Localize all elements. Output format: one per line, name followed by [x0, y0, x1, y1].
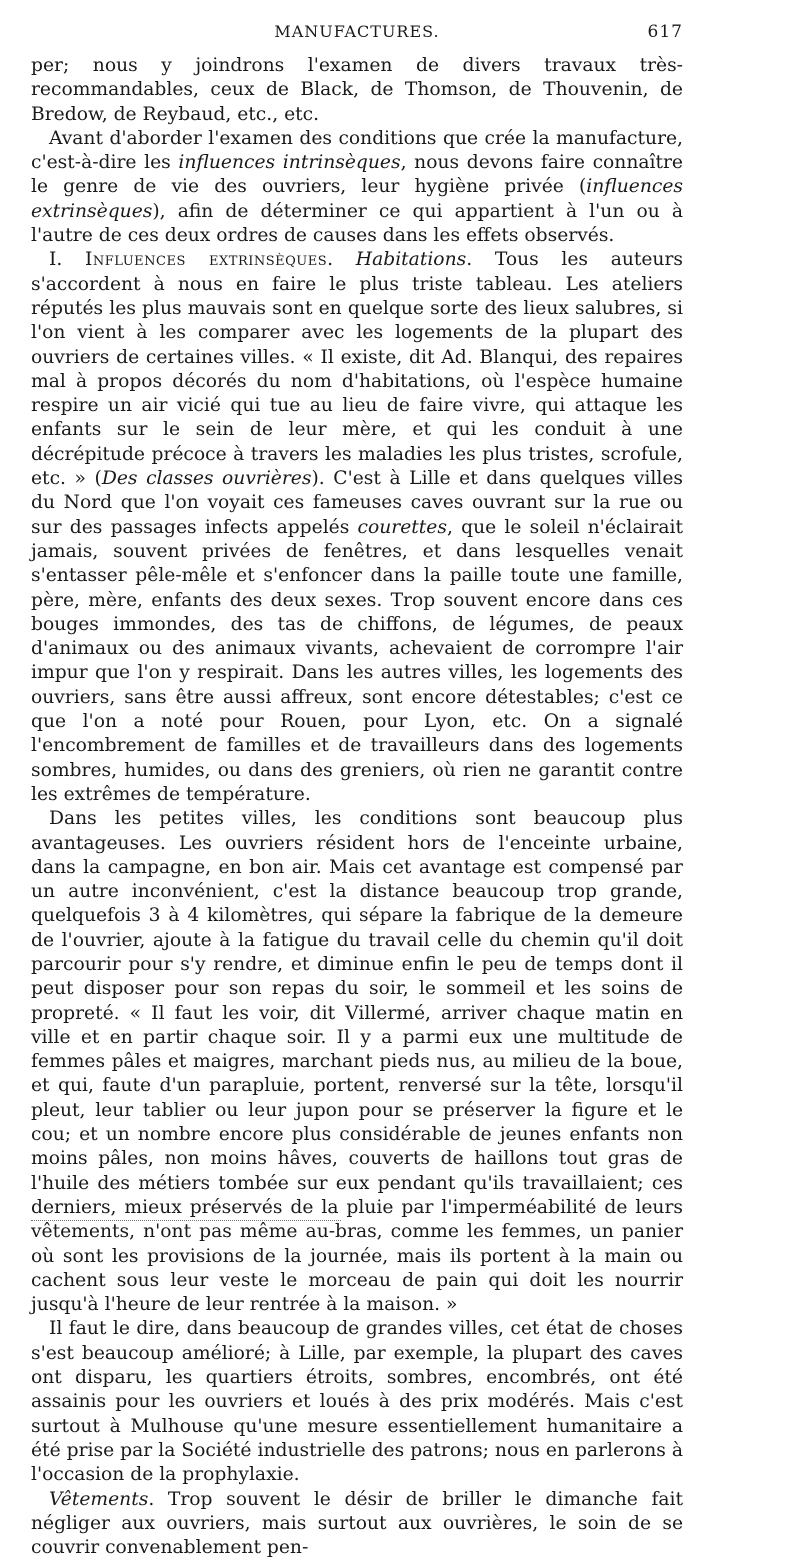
italic-text: Des classes ouvrières	[101, 468, 312, 490]
paragraph-3	[31, 248, 683, 807]
text-run: , que le soleil n'éclairait jamais, souvent privées de fenêtres, et dans lesquelles venait s'entasser pêle-mêle et s'enfoncer dans la paille toute une famille, père, mère, enfants des deux sexes. Trop souvent encore dans ces bouges immondes, des tas de chiffons, de légumes, de peaux d'animaux ou des animaux vivants, achevaient de corrompre l'air impur que l'on y respirait. Dans les autres villes, les logements des ouvriers, sans être aussi affreux, sont encore détestables; c'est ce que l'on a noté pour Rouen, pour Lyon, etc. On a signalé l'encombrement de familles et de travailleurs dans des logements sombres, humides, ou dans des greniers, où rien ne garantit contre les extrêmes de température.	[31, 516, 684, 805]
running-title: MANUFACTURES.	[274, 22, 440, 41]
paragraph-4	[31, 807, 683, 1317]
footer-dotted-rule	[31, 1220, 341, 1221]
italic-text: Habitations	[355, 249, 467, 271]
text-run: Il faut le dire, dans beaucoup de grandes villes, cet état de choses s'est beaucoup amélioré; à Lille, par exemple, la plupart des caves ont disparu, les quartiers étroits, sombres, encombrés, ont été assainis pour les ouvriers et loués à des prix modérés. Mais c'est surtout à Mulhouse qu'une mesure essentiellement humanitaire a été prise par la Société industrielle des patrons; nous en parlerons à l'occasion de la prophylaxie.	[31, 1318, 683, 1486]
text-run: Dans les petites villes, les conditions sont beaucoup plus avantageuses. Les ouvriers résident hors de l'enceinte urbaine, dans la campagne, en bon air. Mais cet avantage est compensé par un autre inconvénient, c'est la distance beaucoup trop grande, quelquefois 3 à 4 kilomètres, qui sépare la fabrique de la demeure de l'ouvrier, ajoute à la fatigue du travail celle du chemin qu'il doit parcourir pour s'y rendre, et diminue enfin le peu de temps dont il peut disposer pour son repas du soir, le sommeil et les soins de propreté. « Il faut les voir, dit Villermé, arriver chaque matin en ville et en partir chaque soir. Il y a parmi eux une multitude de femmes pâles et maigres, marchant pieds nus, au milieu de la boue, et qui, faute d'un parapluie, portent, renversé sur la tête, lorsqu'il pleut, leur tablier ou leur jupon pour se préserver la figure et le cou; et un nombre encore plus considérable de jeunes enfants non moins pâles, non moins hâves, couverts de haillons tout gras de l'huile des métiers tombée sur eux pendant qu'ils travaillaient; ces derniers, mieux préservés de la pluie par l'imperméabilité de leurs vêtements, n'ont pas même au-bras, comme les femmes, un panier où sont les provisions de la journée, mais ils portent à la main ou cachent sous leur veste le morceau de pain qui doit les nourrir jusqu'à l'heure de leur rentrée à la maison. »	[31, 808, 683, 1316]
paragraph-5	[31, 1317, 683, 1487]
paragraph-6	[31, 1488, 683, 1560]
page-number: 617	[647, 22, 683, 42]
text-run: I.	[49, 249, 85, 271]
text-run: . Tous les auteurs s'accordent à nous en faire le plus triste tableau. Les ateliers réputés les plus mauvais sont en quelque sorte des lieux salubres, si l'on vient à les comparer avec les logements de la plupart des ouvriers de certaines villes. « Il existe, dit Ad. Blanqui, des repaires mal à propos décorés du nom d'habitations, où l'espèce humaine respire un air vicié qui tue au lieu de faire vivre, qui attaque les enfants sur le sein de leur mère, et qui les conduit à une décrépitude précoce à travers les maladies les plus tristes, scrofule, etc. » (	[31, 249, 683, 490]
page	[31, 20, 683, 1560]
italic-text: Vêtements	[49, 1488, 149, 1510]
body-text	[31, 54, 683, 1560]
text-run: ), afin de déterminer ce qui appartient à l'un ou à l'autre de ces deux ordres de causes dans les effets observés.	[31, 200, 683, 247]
text-run: Avant d'aborder l'examen des conditions que crée la manufacture, c'est-à-dire les	[31, 127, 683, 174]
italic-text: influences intrinsèques	[178, 152, 401, 174]
text-run: ). C'est à Lille et dans quelques villes du Nord que l'on voyait ces fameuses caves ouvrant sur la rue ou sur des passages infects appelés	[31, 468, 683, 538]
italic-text: influences extrinsèques	[31, 176, 683, 222]
text-run: .	[327, 249, 356, 271]
paragraph-2	[31, 127, 683, 248]
text-run: , nous devons faire connaître le genre de vie des ouvriers, leur hygiène privée (	[31, 152, 683, 198]
italic-text: courettes	[357, 516, 447, 538]
page-header	[31, 20, 683, 46]
smallcaps-text: Influences extrinsèques	[85, 249, 328, 271]
text-run: per; nous y joindrons l'examen de divers travaux très-recommandables, ceux de Black, de Thomson, de Thouvenin, de Bredow, de Reybaud, etc., etc.	[31, 55, 683, 125]
text-run: . Trop souvent le désir de briller le dimanche fait négliger aux ouvriers, mais surtout aux ouvrières, le soin de se couvrir convenablement pen-	[31, 1488, 683, 1559]
paragraph-1	[31, 54, 683, 127]
